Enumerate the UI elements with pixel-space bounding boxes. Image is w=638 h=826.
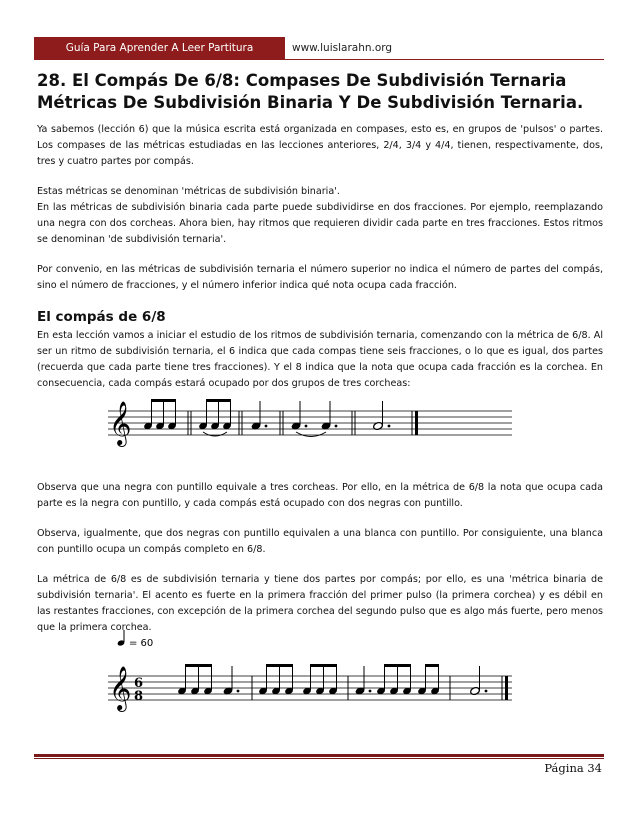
tempo-value: = 60 (129, 638, 154, 649)
dotted-quarter-note (251, 401, 268, 431)
measure-4 (470, 666, 488, 696)
eighth-note-group (143, 399, 177, 430)
paragraph-2b: En las métricas de subdivisión binaria cada parte puede subdividirse en dos fracciones. Por ejemplo, reemplazando una negra con dos corcheas. Ahora bien, hay ritmos que requieren dividir cada parte en tres fracciones. Estos ritmos se denominan 'de subdivisión ternaria'. (37, 202, 603, 245)
time-signature-bottom: 8 (134, 689, 144, 704)
lesson-title-line1: 28. El Compás De 6/8: Compases De Subdivisión Ternaria (37, 71, 567, 90)
lesson-title (37, 70, 603, 114)
header-divider (34, 59, 604, 60)
lesson-title-line2: Métricas De Subdivisión Binaria Y De Subdivisión Ternaria. (37, 93, 584, 112)
page-number: Página 34 (544, 761, 602, 775)
paragraph-4: En esta lección vamos a iniciar el estudio de los ritmos de subdivisión ternaria, comenzando con la métrica de 6/8. Al ser un ritmo de subdivisión ternaria, el 6 indica que cada compas tiene seis fracciones, o lo que es igual, dos partes (recuerda que cada parte tiene tres fracciones). Y el 8 indica que la nota que ocupa cada fracción es la corchea. En consecuencia, cada compás estará ocupado por dos grupos de tres corcheas: (37, 330, 603, 389)
staff-lines (108, 411, 512, 435)
paragraph-6: Observa, igualmente, que dos negras con puntillo equivalen a una blanca con puntillo. Por consiguiente, una blanca con puntillo ocupa un compás completo en 6/8. (37, 528, 603, 555)
paragraph-7: La métrica de 6/8 es de subdivisión ternaria y tiene dos partes por compás; por ello, es una 'métrica binaria de subdivisión ternaria'. El acento es fuerte en la primera fracción del primer pulso (la primera corchea) y es débil en las restantes fracciones, con excepción de la primera corchea del segundo pulso que es algo más fuerte, pero menos que la primera corchea. (37, 574, 603, 633)
footer-divider-thin (34, 758, 604, 759)
time-signature-top: 6 (134, 676, 144, 691)
treble-clef-icon: 𝄞 (109, 401, 132, 445)
website-link[interactable]: www.luislarahn.org (292, 42, 393, 54)
measure-1 (177, 664, 239, 696)
book-title-banner: Guía Para Aprender A Leer Partitura (34, 37, 285, 59)
tempo-marking (117, 630, 153, 649)
treble-clef-icon: 𝄞 (109, 666, 132, 710)
dotted-quarter-note-pair (291, 401, 338, 437)
section-title: El compás de 6/8 (37, 309, 166, 325)
eighth-note-group (198, 399, 232, 436)
measure-2 (258, 664, 338, 695)
lesson-intro (37, 70, 603, 406)
paragraph-2a: Estas métricas se denominan 'métricas de subdivisión binaria'. (37, 186, 340, 197)
lesson-explanation (37, 480, 603, 650)
paragraph-5: Observa que una negra con puntillo equivale a tres corcheas. Por ello, en la métrica de 6/8 la nota que ocupa cada parte es la negra con puntillo, y cada compás está ocupado con dos negras con puntillo. (37, 482, 603, 509)
page-header (34, 37, 604, 59)
paragraph-3: Por convenio, en las métricas de subdivisión ternaria el número superior no indica el número de partes del compás, sino el número de fracciones, y el número inferior indica qué nota ocupa cada fracción. (37, 264, 603, 291)
paragraph-1: Ya sabemos (lección 6) que la música escrita está organizada en compases, esto es, en grupos de 'pulsos' o partes. Los compases de las métricas estudiadas en las lecciones anteriores, 2/4, 3/4 y 4/4, tienen, respectivamente, dos, tres y cuatro partes por compás. (37, 124, 603, 167)
measure-3 (355, 664, 440, 696)
dotted-half-note (373, 401, 391, 431)
music-example-2 (100, 630, 520, 740)
footer-divider (34, 754, 604, 757)
